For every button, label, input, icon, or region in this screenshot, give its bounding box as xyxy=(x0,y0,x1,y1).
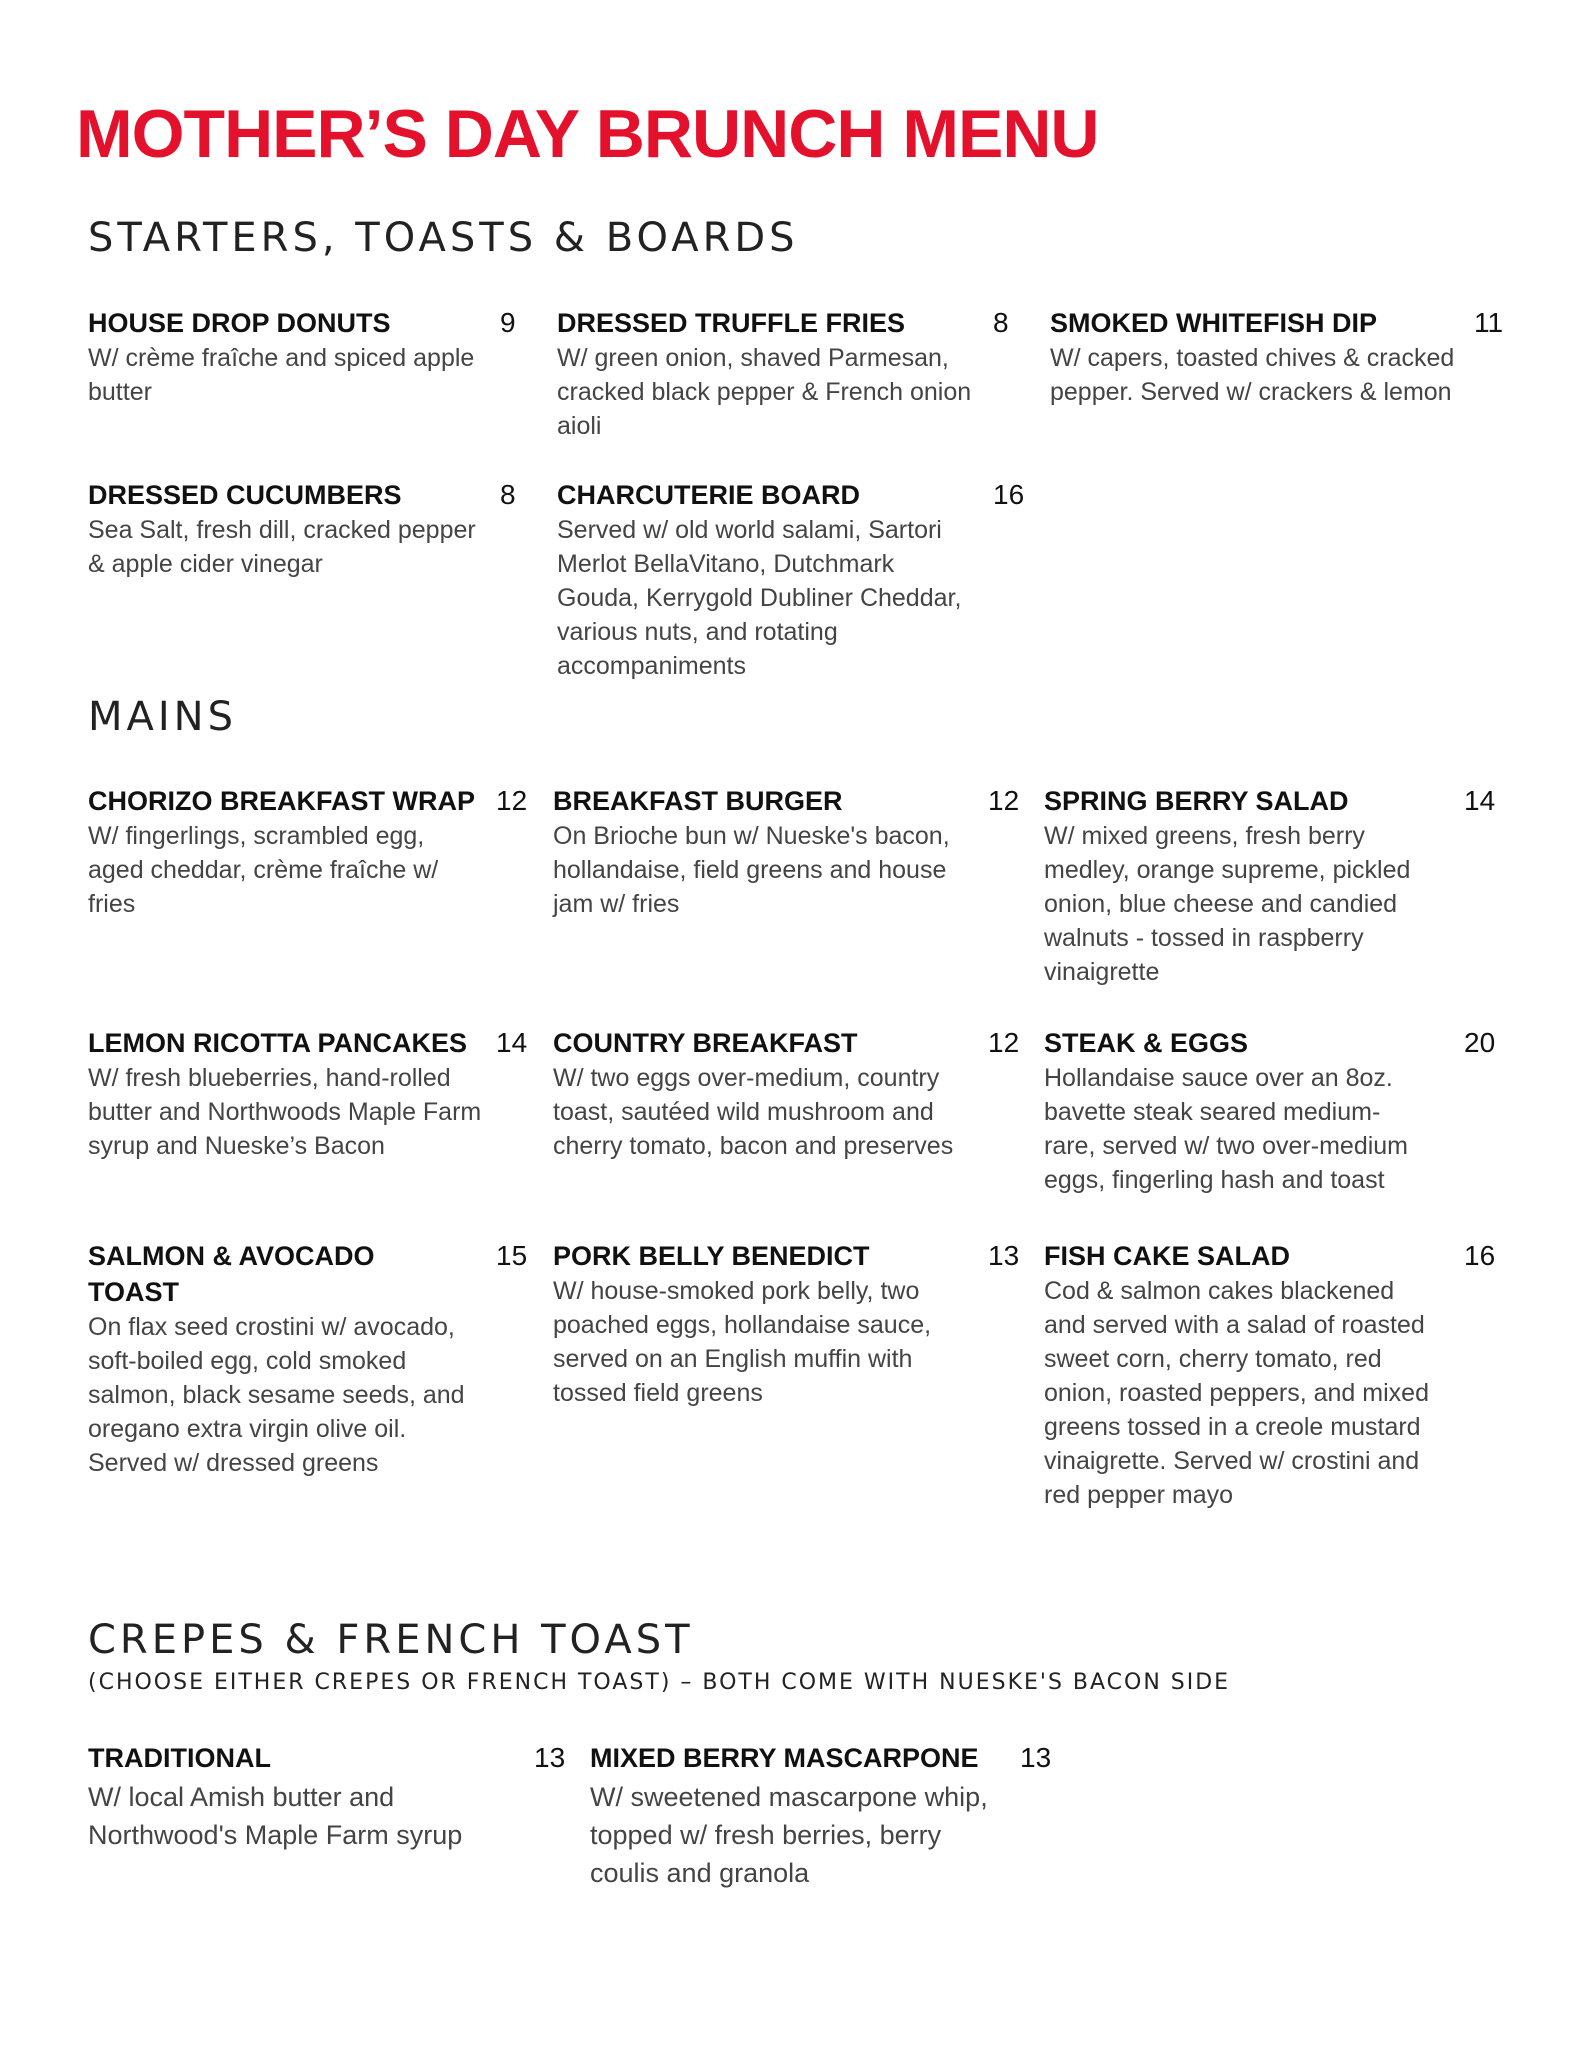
item-price: 13 xyxy=(988,1240,1020,1271)
item-name: FISH CAKE SALAD xyxy=(1044,1241,1291,1271)
item-name: HOUSE DROP DONUTS xyxy=(88,308,391,338)
item-description: On flax seed crostini w/ avocado, soft-boiled egg, cold smoked salmon, black sesame seeds, and oregano extra virgin olive oil. Served w/ dressed greens xyxy=(88,1313,465,1477)
item-price: 9 xyxy=(500,307,516,338)
item-description: Sea Salt, fresh dill, cracked pepper & apple cider vinegar xyxy=(88,516,476,578)
menu-title: MOTHER’S DAY BRUNCH MENU xyxy=(76,96,1099,172)
item-description: W/ fresh blueberries, hand-rolled butter and Northwoods Maple Farm syrup and Nueske’s Bacon xyxy=(88,1064,482,1160)
item-name: SPRING BERRY SALAD xyxy=(1044,786,1349,816)
item-description: On Brioche bun w/ Nueske's bacon, hollandaise, field greens and house jam w/ fries xyxy=(553,822,950,918)
item-name: DRESSED TRUFFLE FRIES xyxy=(557,308,906,338)
item-description: W/ green onion, shaved Parmesan, cracked black pepper & French onion aioli xyxy=(557,344,972,440)
section-title-mains: MAINS xyxy=(88,694,237,740)
item-description: Cod & salmon cakes blackened and served with a salad of roasted sweet corn, cherry tomato, red onion, roasted peppers, and mixed greens tossed in a creole mustard vinaigrette. Served w/ crostini and red pepper mayo xyxy=(1044,1277,1429,1509)
item-price: 8 xyxy=(500,479,516,510)
section-title-crepes: CREPES & FRENCH TOAST xyxy=(88,1617,694,1663)
item-name: MIXED BERRY MASCARPONE xyxy=(590,1743,979,1773)
item-price: 20 xyxy=(1464,1027,1496,1058)
item-description: W/ crème fraîche and spiced apple butter xyxy=(88,344,475,406)
item-price: 12 xyxy=(496,785,528,816)
item-description: Served w/ old world salami, Sartori Merlot BellaVitano, Dutchmark Gouda, Kerrygold Dubliner Cheddar, various nuts, and rotating accompaniments xyxy=(557,516,962,680)
item-price: 12 xyxy=(988,1027,1020,1058)
item-price: 16 xyxy=(993,479,1025,510)
item-name: STEAK & EGGS xyxy=(1044,1028,1249,1058)
item-description: W/ two eggs over-medium, country toast, sautéed wild mushroom and cherry tomato, bacon and preserves xyxy=(553,1064,954,1160)
item-name: CHORIZO BREAKFAST WRAP xyxy=(88,786,475,816)
item-name: SMOKED WHITEFISH DIP xyxy=(1050,308,1378,338)
item-price: 16 xyxy=(1464,1240,1496,1271)
item-price: 13 xyxy=(1020,1742,1052,1773)
item-name: TRADITIONAL xyxy=(88,1743,271,1773)
item-name: SALMON & AVOCADO TOAST xyxy=(88,1241,375,1307)
item-description: W/ house-smoked pork belly, two poached eggs, hollandaise sauce, served on an English muffin with tossed field greens xyxy=(553,1277,932,1407)
item-name: DRESSED CUCUMBERS xyxy=(88,480,402,510)
section-note: (CHOOSE EITHER CREPES OR FRENCH TOAST) – BOTH COME WITH NUESKE'S BACON SIDE xyxy=(88,1670,1231,1695)
item-name: COUNTRY BREAKFAST xyxy=(553,1028,858,1058)
item-description: W/ mixed greens, fresh berry medley, orange supreme, pickled onion, blue cheese and candied walnuts - tossed in raspberry vinaigrette xyxy=(1044,822,1411,986)
item-description: W/ local Amish butter and Northwood's Maple Farm syrup xyxy=(88,1782,463,1850)
section-title-starters: STARTERS, TOASTS & BOARDS xyxy=(88,215,799,261)
item-description: Hollandaise sauce over an 8oz. bavette steak seared medium-rare, served w/ two over-medium eggs, fingerling hash and toast xyxy=(1044,1064,1409,1194)
item-price: 12 xyxy=(988,785,1020,816)
item-price: 14 xyxy=(496,1027,528,1058)
item-price: 14 xyxy=(1464,785,1496,816)
item-name: LEMON RICOTTA PANCAKES xyxy=(88,1028,467,1058)
item-price: 11 xyxy=(1474,307,1504,338)
item-price: 13 xyxy=(534,1742,566,1773)
item-price: 15 xyxy=(496,1240,528,1271)
item-price: 8 xyxy=(993,307,1009,338)
item-description: W/ sweetened mascarpone whip, topped w/ fresh berries, berry coulis and granola xyxy=(590,1782,988,1888)
item-name: PORK BELLY BENEDICT xyxy=(553,1241,870,1271)
item-description: W/ fingerlings, scrambled egg, aged cheddar, crème fraîche w/ fries xyxy=(88,822,439,918)
item-description: W/ capers, toasted chives & cracked pepper. Served w/ crackers & lemon xyxy=(1050,344,1455,406)
item-name: BREAKFAST BURGER xyxy=(553,786,843,816)
item-name: CHARCUTERIE BOARD xyxy=(557,480,860,510)
